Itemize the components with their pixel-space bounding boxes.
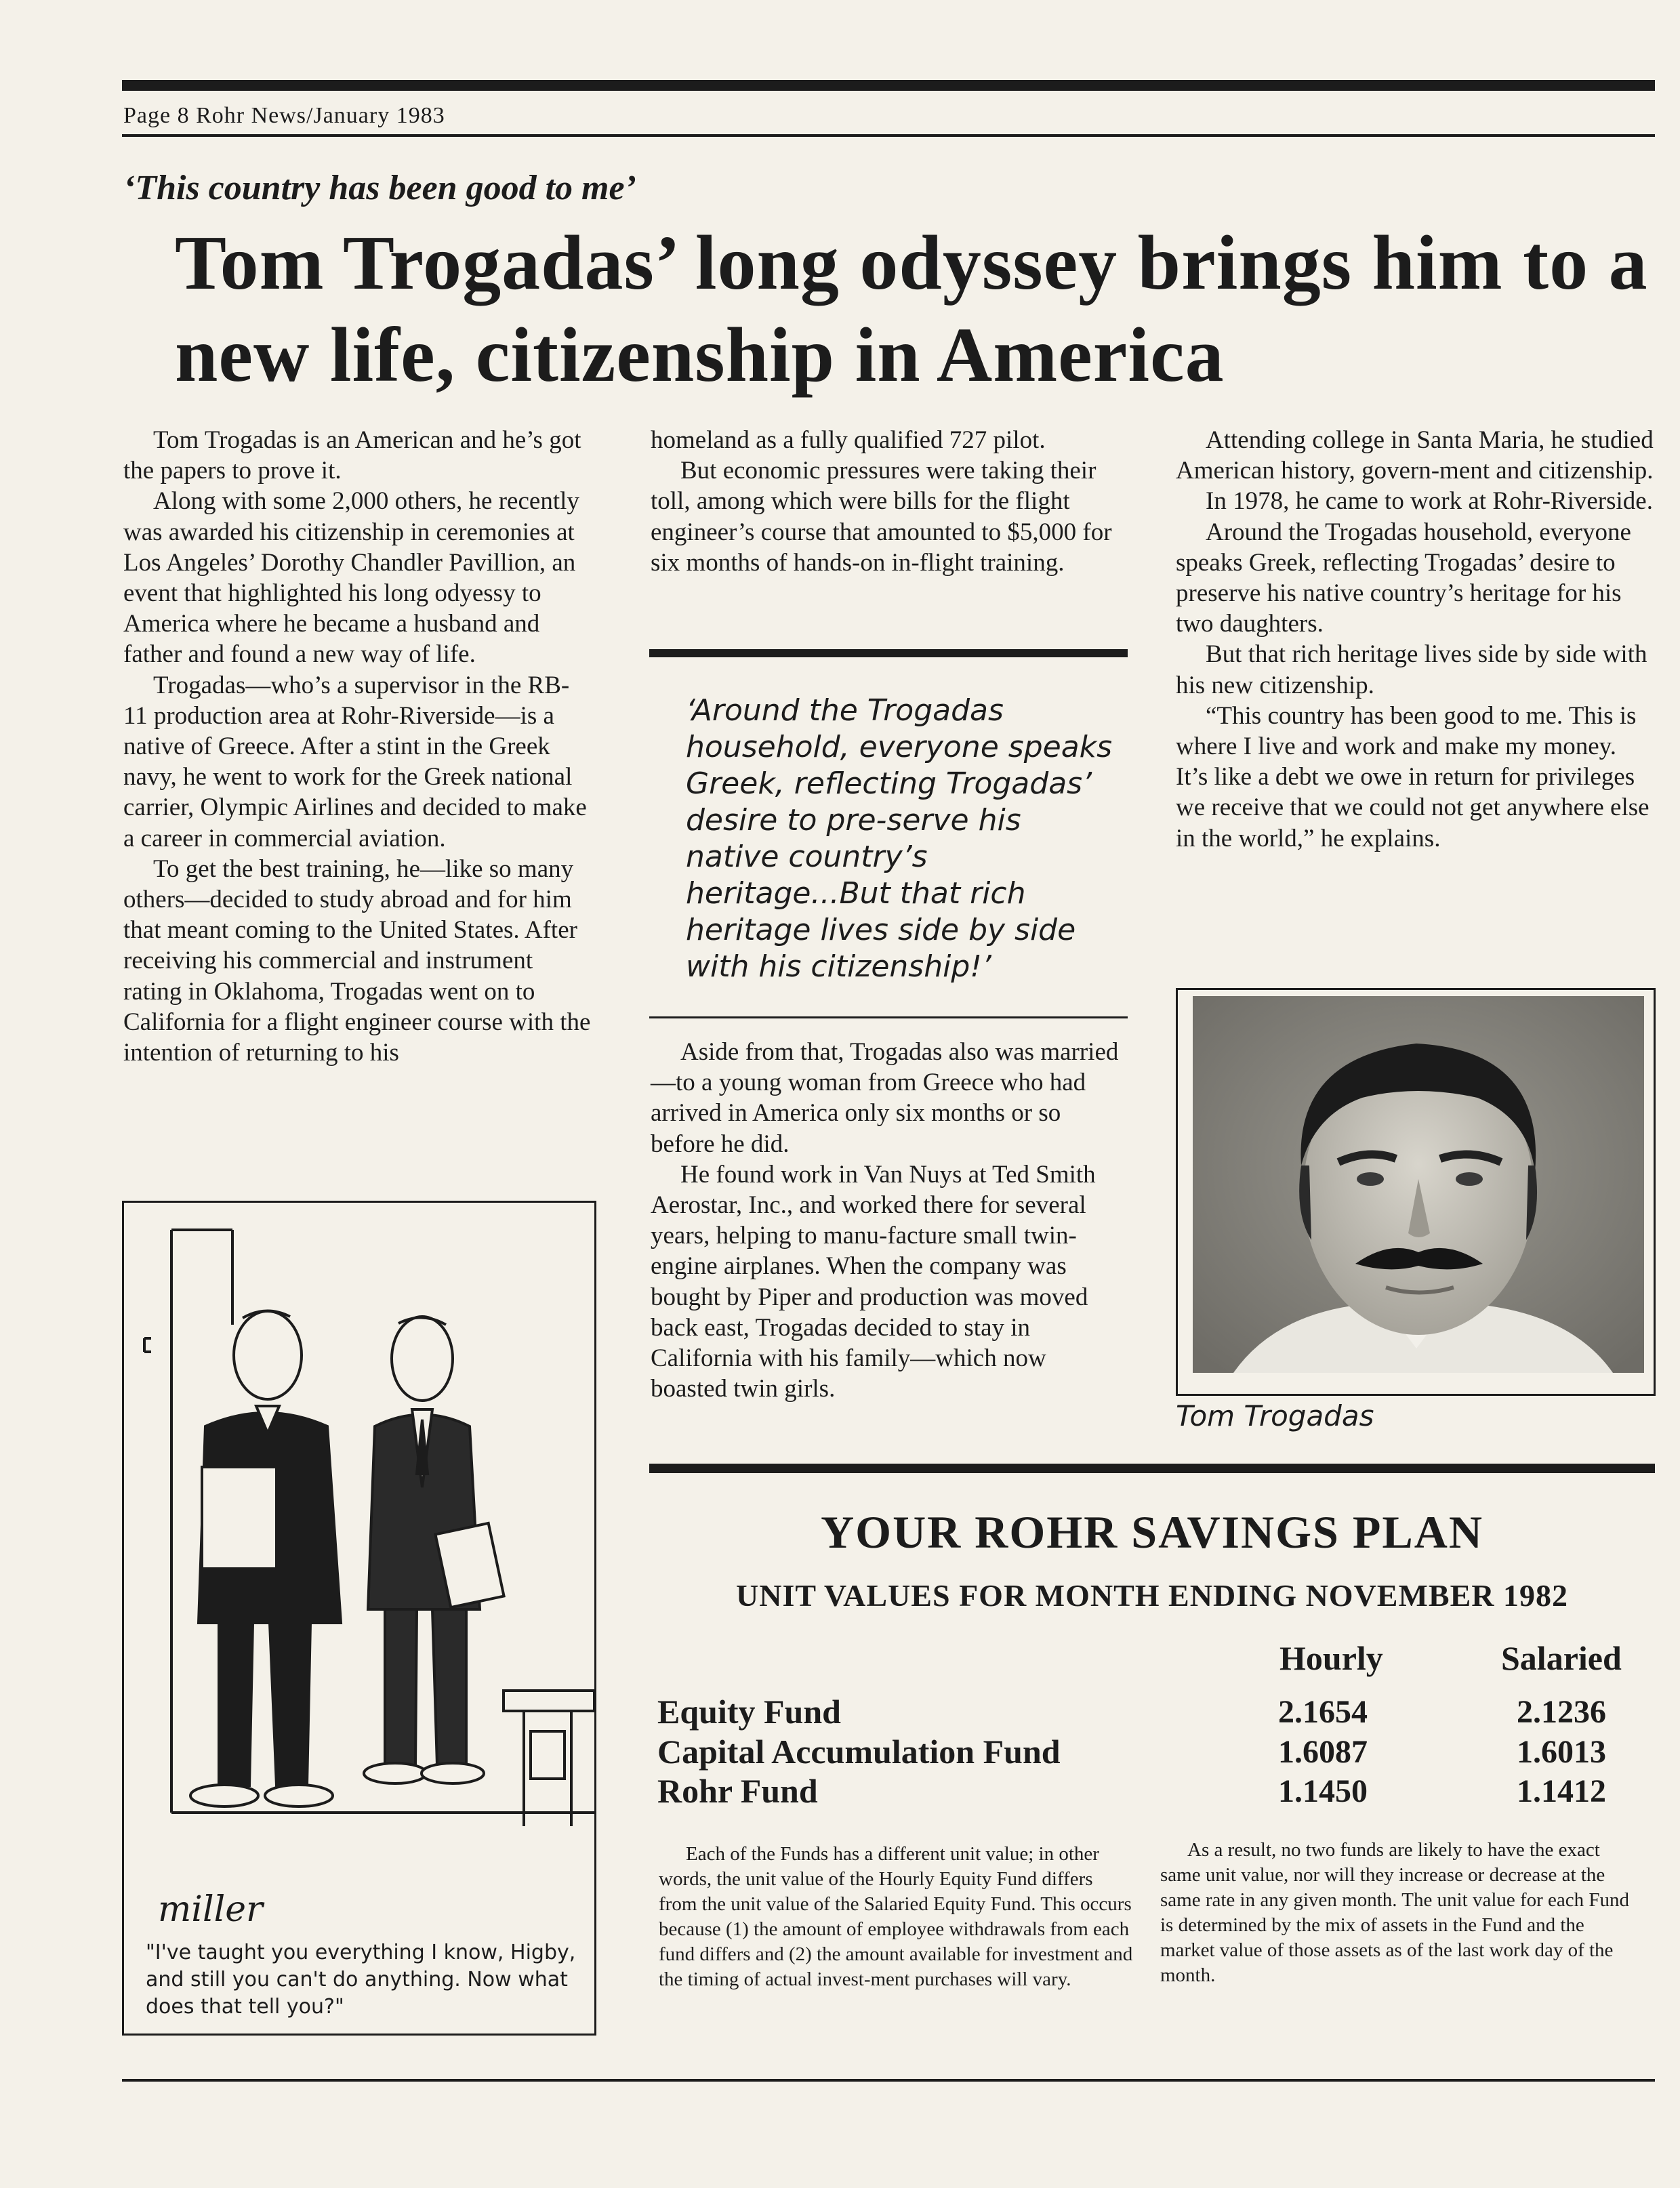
fund-salaried-value: 2.1236 xyxy=(1517,1694,1606,1730)
cartoon-signature: miller xyxy=(158,1889,263,1930)
cartoon-illustration xyxy=(124,1203,594,1982)
paragraph: To get the best training, he—like so many others—decided to study abroad and for him that meant coming to the United States. After receiving his commercial and instrument rating in Oklahoma, Trogadas went on to California for a flight engineer course with the intention of returning to his xyxy=(123,854,591,1067)
fund-salaried-value: 1.6013 xyxy=(1517,1734,1606,1770)
article-column-3 xyxy=(1176,425,1654,854)
paragraph: Around the Trogadas household, everyone speaks Greek, reflecting Trogadas’ desire to preserve his native country’s heritage for his two daughters. xyxy=(1176,518,1631,638)
pull-quote: ‘Around the Trogadas household, everyone speaks Greek, reflecting Trogadas’ desire to pre-serve his native country’s heritage...But that rich heritage lives side by side with his citizenship!’ xyxy=(686,693,1113,984)
paragraph: He found work in Van Nuys at Ted Smith Aerostar, Inc., and worked there for several years, helping to manu-facture small twin-engine airplanes. When the company was bought by Piper and production was moved back east, Trogadas decided to stay in California with his family—which now boasted twin girls. xyxy=(651,1160,1096,1403)
paragraph: But that rich heritage lives side by side with his new citizenship. xyxy=(1176,640,1647,699)
savings-plan-top-rule xyxy=(649,1464,1655,1473)
savings-plan-note-left xyxy=(659,1842,1133,1992)
column-header-salaried: Salaried xyxy=(1501,1639,1622,1677)
paragraph: But economic pressures were taking their toll, among which were bills for the flight engineer’s course that amounted to $5,000 for six months of hands-on in-flight training. xyxy=(651,457,1112,577)
paragraph: Along with some 2,000 others, he recently was awarded his citizenship in ceremonies at Los Angeles’ Dorothy Chandler Pavillion, an event that highlighted his long odyessy to America where he became a husband and father and found a new way of life. xyxy=(123,487,579,669)
fund-hourly-value: 2.1654 xyxy=(1278,1694,1368,1730)
bottom-rule xyxy=(122,2079,1655,2082)
fund-hourly-value: 1.6087 xyxy=(1278,1734,1368,1770)
photo-caption: Tom Trogadas xyxy=(1176,1399,1374,1432)
article-column-2-bottom xyxy=(651,1037,1125,1404)
article-headline: Tom Trogadas’ long odyssey brings him to a new life, citizenship in America xyxy=(175,220,1648,398)
savings-plan-subtitle: UNIT VALUES FOR MONTH ENDING NOVEMBER 1982 xyxy=(736,1578,1568,1613)
pullquote-bottom-rule xyxy=(649,1016,1128,1018)
cartoon-caption: "I've taught you everything I know, Higby, and still you can't do anything. Now what does that tell you?" xyxy=(146,1941,576,2019)
fund-hourly-value: 1.1450 xyxy=(1278,1773,1368,1809)
article-column-1 xyxy=(123,425,591,1068)
paragraph: As a result, no two funds are likely to have the exact same unit value, nor will they increase or decrease at the same rate in any given month. The unit value for each Fund is determined by the mix of assets in the Fund and the market value of those assets as of the last work day of the month. xyxy=(1160,1839,1630,1986)
paragraph: Aside from that, Trogadas also was married—to a young woman from Greece who had arrived in America only six months or so before he did. xyxy=(651,1038,1119,1158)
paragraph: homeland as a fully qualified 727 pilot. xyxy=(651,426,1046,454)
paragraph: In 1978, he came to work at Rohr-Riverside. xyxy=(1206,487,1653,516)
fund-name: Rohr Fund xyxy=(657,1772,818,1810)
folio-rule xyxy=(122,134,1655,137)
article-kicker: ‘This country has been good to me’ xyxy=(123,169,636,207)
paragraph: Each of the Funds has a different unit value; in other words, the unit value of the Hourly Equity Fund differs from the unit value of the Salaried Equity Fund. This occurs because (1) the amount of employee withdrawals from each fund differs and (2) the amount available for investment and the timing of actual invest-ment purchases will vary. xyxy=(659,1843,1133,1990)
paragraph: Trogadas—who’s a supervisor in the RB-11 production area at Rohr-Riverside—is a native of Greece. After a stint in the Greek navy, he went to work for the Greek national carrier, Olympic Airlines and decided to make a career in commercial aviation. xyxy=(123,671,587,852)
top-thick-rule xyxy=(122,80,1655,91)
fund-name: Equity Fund xyxy=(657,1693,841,1731)
paragraph: Attending college in Santa Maria, he studied American history, govern-ment and citizenship. xyxy=(1176,426,1654,485)
pullquote-top-rule xyxy=(649,649,1128,657)
article-column-2-top xyxy=(651,425,1125,578)
savings-plan-note-right xyxy=(1160,1838,1635,1988)
page-folio: Page 8 Rohr News/January 1983 xyxy=(123,103,445,128)
column-header-hourly: Hourly xyxy=(1279,1639,1383,1677)
fund-name: Capital Accumulation Fund xyxy=(657,1733,1061,1771)
paragraph: Tom Trogadas is an American and he’s got the papers to prove it. xyxy=(123,426,581,485)
portrait-photo xyxy=(1193,996,1644,1373)
paragraph: “This country has been good to me. This is where I live and work and make my money. It’s like a debt we owe in return for privileges we receive that we could not get anywhere else in the world,” he explains. xyxy=(1176,701,1650,852)
fund-salaried-value: 1.1412 xyxy=(1517,1773,1606,1809)
savings-plan-title: YOUR ROHR SAVINGS PLAN xyxy=(821,1506,1483,1558)
